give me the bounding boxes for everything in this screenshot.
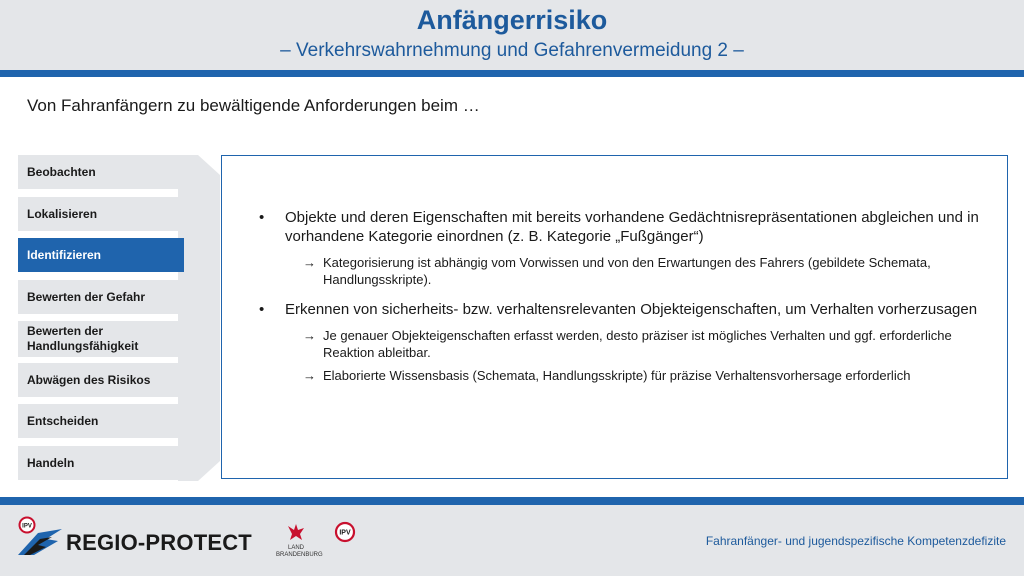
sub-bullet-item	[259, 367, 979, 384]
arrow-right-icon: →	[303, 368, 316, 383]
sidebar-item-bewerten-gefahr[interactable]: Bewerten der Gefahr	[18, 280, 184, 314]
ipv-badge-text: IPV	[339, 529, 351, 537]
logo-badge-text: IPV	[22, 523, 32, 530]
sidebar-item-abwaegen-risiko[interactable]: Abwägen des Risikos	[18, 363, 184, 397]
eagle-icon	[284, 520, 308, 544]
regio-protect-logo-icon	[16, 515, 64, 561]
bullet-text: Erkennen von sicherheits- bzw. verhaltensrelevanten Objekteigenschaften, um Verhalten vorherzusagen	[285, 301, 978, 318]
bullet-dot-icon: •	[259, 301, 265, 318]
sub-bullet-item	[259, 327, 979, 361]
bullet-text: Objekte und deren Eigenschaften mit bereits vorhandene Gedächtnisrepräsentationen abgleichen und in vorhandene Kategorie einordnen (z. B. Kategorie „Fußgänger“)	[285, 209, 979, 245]
land-brandenburg-logo: LAND BRANDENBURG	[276, 545, 323, 558]
regio-protect-logo-text: REGIO-PROTECT	[66, 530, 252, 555]
slide-title: Anfängerrisiko	[416, 5, 608, 35]
ipv-institute-logo-icon	[334, 521, 356, 543]
sub-bullet-text: Je genauer Objekteigenschaften erfasst werden, desto präziser ist mögliches Verhalten und ggf. erforderliche Reaktion ableitbar.	[323, 328, 952, 360]
footer-divider	[0, 497, 1024, 505]
sidebar-item-lokalisieren[interactable]: Lokalisieren	[18, 197, 184, 231]
footer-note: Fahranfänger- und jugendspezifische Kompetenzdefizite	[705, 534, 1006, 548]
intro-text: Von Fahranfängern zu bewältigende Anforderungen beim …	[27, 96, 480, 115]
sub-bullet-text: Kategorisierung ist abhängig vom Vorwissen und von den Erwartungen des Fahrers (gebildete Schemata, Handlungsskripte).	[323, 255, 931, 287]
slide-subtitle: – Verkehrswahrnehmung und Gefahrenvermeidung 2 –	[280, 40, 744, 61]
sidebar-item-identifizieren[interactable]: Identifizieren	[18, 238, 184, 272]
sub-bullet-text: Elaborierte Wissensbasis (Schemata, Handlungsskripte) für präzise Verhaltensvorhersage erforderlich	[323, 368, 911, 383]
arrow-right-icon: →	[303, 255, 316, 270]
sidebar-item-entscheiden[interactable]: Entscheiden	[18, 404, 184, 438]
sidebar-item-beobachten[interactable]: Beobachten	[18, 155, 184, 189]
bullet-item	[259, 208, 979, 246]
sidebar-item-handeln[interactable]: Handeln	[18, 446, 184, 480]
header-divider	[0, 70, 1024, 77]
sidebar-item-bewerten-handlungsfaehigkeit[interactable]: Bewerten der Handlungsfähigkeit	[18, 321, 184, 357]
bullet-item	[259, 300, 979, 319]
arrow-right-icon: →	[303, 328, 316, 343]
sub-bullet-item	[259, 254, 979, 288]
bullet-dot-icon: •	[259, 209, 265, 226]
bullet-list	[259, 208, 979, 390]
